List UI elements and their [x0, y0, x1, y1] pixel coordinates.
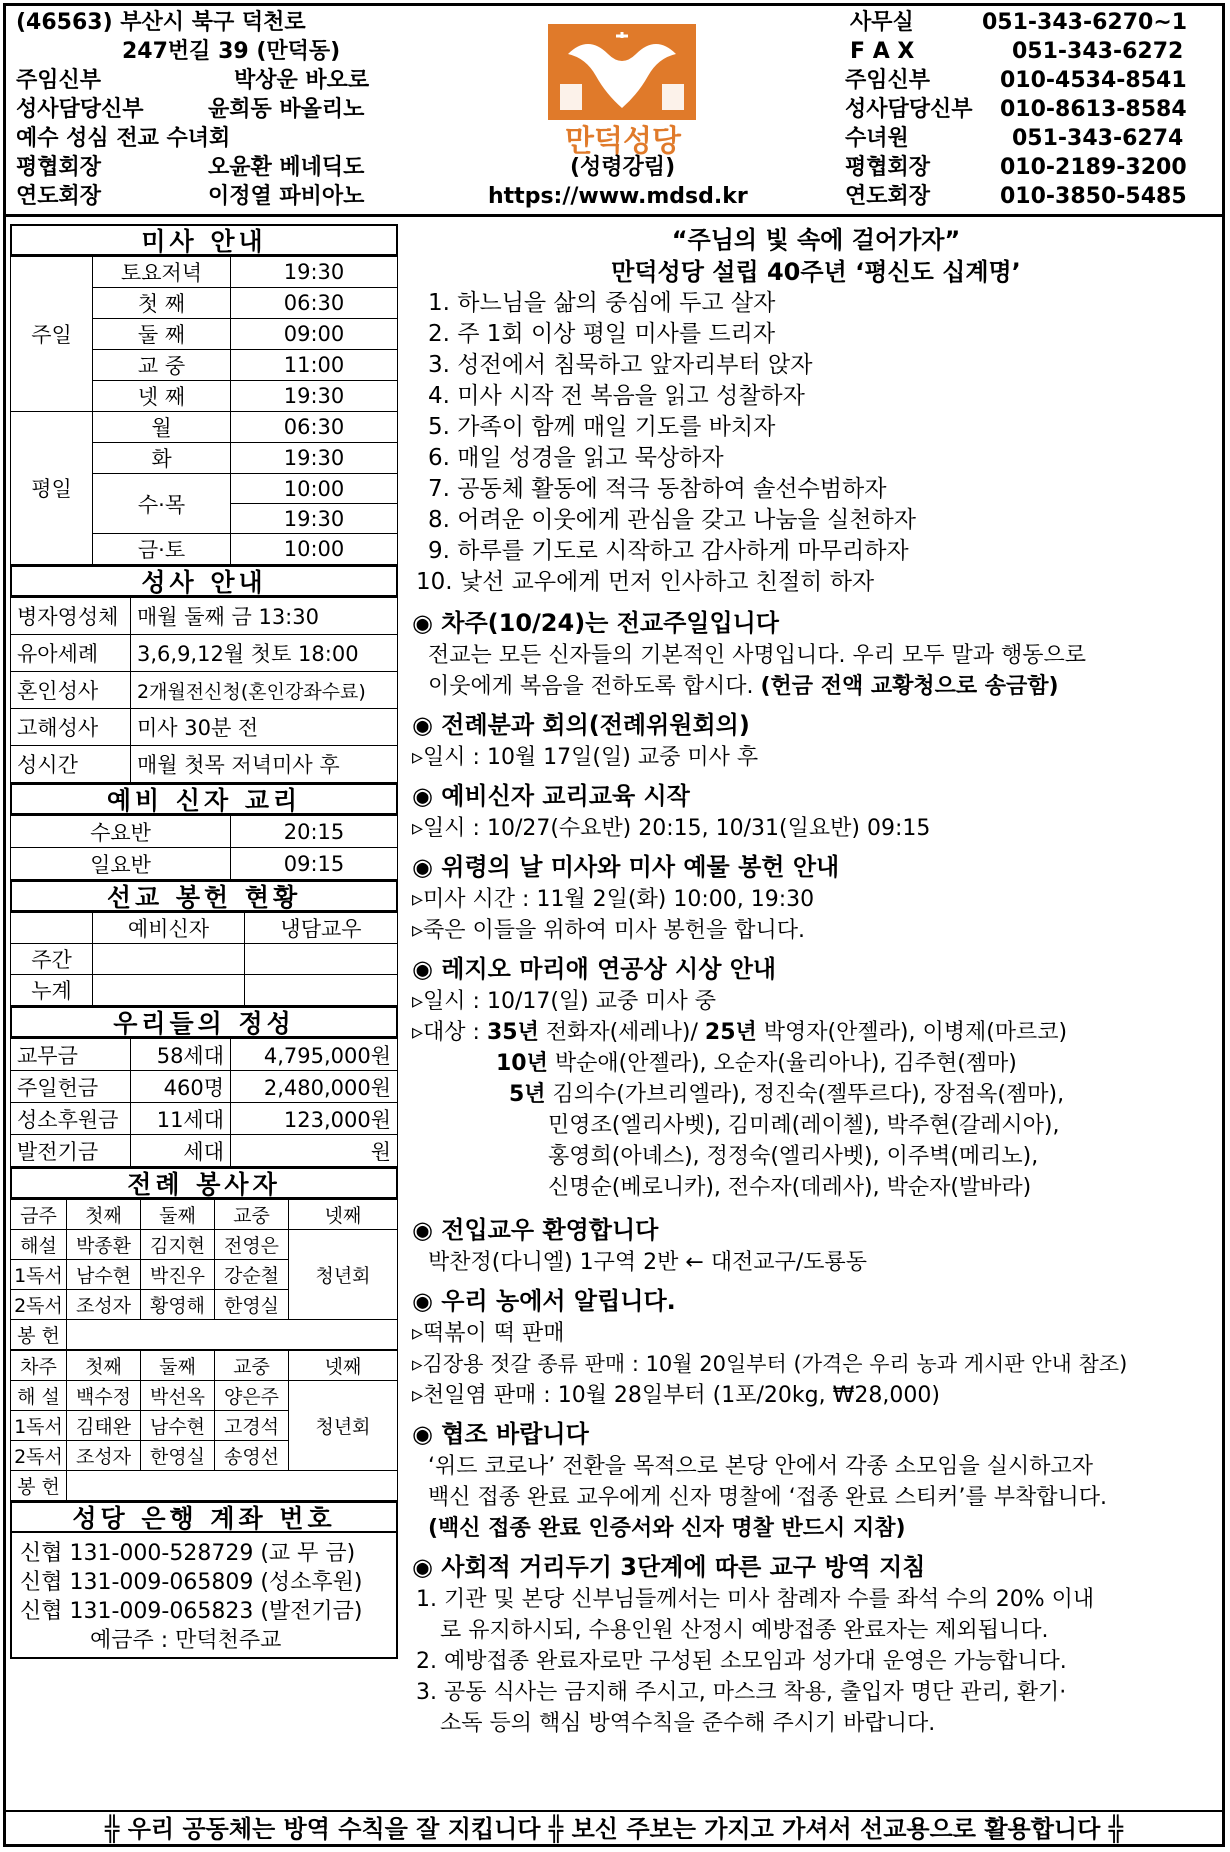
servers-head: 둘째	[141, 1200, 215, 1230]
notice-title: ◉ 사회적 거리두기 3단계에 따른 교구 방역 지침	[412, 1553, 926, 1581]
notice-title: ◉ 위령의 날 미사와 미사 예물 봉헌 안내	[412, 853, 840, 881]
notice-line: ▹일시 : 10/27(수요반) 20:15, 10/31(일요반) 09:15	[412, 816, 931, 841]
server-name: 박진우	[141, 1260, 215, 1290]
offering-name: 성소후원금	[11, 1103, 131, 1135]
commandment: 6. 매일 성경을 읽고 묵상하자	[428, 445, 724, 471]
server-role: 해설	[11, 1230, 67, 1260]
notice-title: ◉ 전례분과 회의(전례위원회의)	[412, 711, 750, 739]
award-years: 5년	[509, 1082, 546, 1107]
staff-role: 예수 성심 전교 수녀회	[16, 126, 231, 151]
parish-logo-icon	[548, 24, 696, 120]
server-fourth: 청년회	[289, 1230, 398, 1320]
sacrament-name: 유아세례	[11, 635, 131, 672]
left-column	[10, 224, 398, 1659]
offering-count: 58세대	[131, 1039, 231, 1071]
notice-line: 홍영희(아녜스), 정정숙(엘리사벳), 이주벽(메리노),	[548, 1144, 1039, 1169]
bank-account: 신협 131-000-528729 (교 무 금)	[20, 1541, 356, 1566]
mission-table	[10, 912, 398, 1006]
offering-title: 우리들의 정성	[10, 1006, 398, 1038]
offering-name: 교무금	[11, 1039, 131, 1071]
sacrament-name: 병자영성체	[11, 598, 131, 635]
logo-text: 만덕성당	[565, 124, 681, 159]
staff-name: 오윤환 베네딕도	[208, 155, 365, 180]
mass-time: 10:00	[231, 534, 398, 565]
notice-title: ◉ 전입교우 환영합니다	[412, 1216, 659, 1244]
contact-label: F A X	[850, 39, 915, 64]
notice-line: 소독 등의 핵심 방역수칙을 준수해 주시기 바랍니다.	[440, 1711, 936, 1736]
mass-name: 첫 째	[93, 288, 231, 319]
server-fourth: 청년회	[289, 1381, 398, 1471]
mission-title: 선교 봉헌 현황	[10, 880, 398, 912]
contact-number: 051-343-6274	[1012, 126, 1184, 151]
server-role: 1독서	[11, 1260, 67, 1290]
header-divider	[3, 214, 1225, 217]
mass-name: 수·목	[93, 474, 231, 534]
notice-emphasis: (헌금 전액 교황청으로 송금함)	[760, 674, 1059, 699]
staff-role: 연도회장	[16, 184, 102, 209]
notice-line: 민영조(엘리사벳), 김미례(레이첼), 박주현(갈레시아),	[548, 1113, 1060, 1138]
bank-account: 신협 131-009-065809 (성소후원)	[20, 1570, 363, 1595]
servers-week1-table	[10, 1199, 398, 1350]
notice-line: 박찬정(다니엘) 1구역 2반 ← 대전교구/도룡동	[428, 1250, 868, 1275]
mass-time: 19:30	[231, 443, 398, 474]
motto-line1: “주님의 빛 속에 걸어가자”	[671, 226, 961, 254]
weekday-label: 평일	[11, 412, 93, 565]
server-name: 전영은	[215, 1230, 289, 1260]
notice-title: ◉ 예비신자 교리교육 시작	[412, 782, 690, 810]
contact-label: 주임신부	[845, 68, 931, 93]
contact-number: 010-2189-3200	[1000, 155, 1187, 180]
sacraments-title: 성사 안내	[10, 565, 398, 597]
server-name: 송영선	[215, 1441, 289, 1471]
server-name: 황영해	[141, 1290, 215, 1320]
offering-count: 11세대	[131, 1103, 231, 1135]
commandment: 3. 성전에서 침묵하고 앞자리부터 앉자	[428, 352, 813, 378]
mission-col: 냉담교우	[245, 913, 398, 944]
server-role: 1독서	[11, 1411, 67, 1441]
servers-head: 첫째	[67, 1351, 141, 1381]
server-role: 해 설	[11, 1381, 67, 1411]
footer-banner: ╬ 우리 공동체는 방역 수칙을 잘 지킵니다 ╬ 보신 주보는 가지고 가셔서 선교용으로 활용합니다 ╬	[3, 1810, 1225, 1846]
staff-name: 이정열 파비아노	[208, 184, 365, 209]
servers-head: 교중	[215, 1351, 289, 1381]
bank-holder: 예금주 : 만덕천주교	[90, 1628, 282, 1653]
staff-role: 평협회장	[16, 155, 102, 180]
mass-title: 미사 안내	[10, 224, 398, 256]
parish-url[interactable]: https://www.mdsd.kr	[488, 184, 748, 209]
catechumen-table	[10, 815, 398, 880]
catechumen-title: 예비 신자 교리	[10, 783, 398, 815]
class-time: 09:15	[231, 848, 398, 880]
parish-subtitle: (성령강림)	[570, 155, 676, 180]
notice-line: 전화자(세레나)/	[538, 1020, 705, 1045]
contact-number: 051-343-6270~1	[982, 10, 1188, 35]
mission-col: 예비신자	[93, 913, 245, 944]
notice-line: ‘위드 코로나’ 전환을 목적으로 본당 안에서 각종 소모임을 실시하고자	[428, 1454, 1093, 1479]
server-name: 박종환	[67, 1230, 141, 1260]
offering-amount: 2,480,000원	[231, 1071, 398, 1103]
staff-role: 주임신부	[16, 68, 102, 93]
contact-number: 051-343-6272	[1012, 39, 1184, 64]
mass-name: 넷 째	[93, 381, 231, 412]
mass-time: 06:30	[231, 288, 398, 319]
offering-amount: 4,795,000원	[231, 1039, 398, 1071]
servers-title: 전례 봉사자	[10, 1167, 398, 1199]
notice-line: ▹대상 :	[412, 1020, 487, 1045]
servers-head: 둘째	[141, 1351, 215, 1381]
mass-table	[10, 256, 398, 565]
commandment: 8. 어려운 이웃에게 관심을 갖고 나눔을 실천하자	[428, 507, 916, 533]
notice-line: ▹일시 : 10/17(일) 교중 미사 중	[412, 989, 717, 1014]
notice-title: ◉ 우리 농에서 알립니다.	[412, 1287, 676, 1315]
server-name: 조성자	[67, 1441, 141, 1471]
servers-head: 넷째	[289, 1351, 398, 1381]
offering-amount: 123,000원	[231, 1103, 398, 1135]
commandment: 4. 미사 시작 전 복음을 읽고 성찰하자	[428, 383, 805, 409]
address-line1: (46563) 부산시 북구 덕천로	[16, 10, 306, 35]
servers-head: 교중	[215, 1200, 289, 1230]
offering-count: 세대	[131, 1135, 231, 1167]
mass-name: 둘 째	[93, 319, 231, 350]
server-name: 김지현	[141, 1230, 215, 1260]
right-column	[412, 224, 1220, 1739]
notice-line: ▹김장용 젓갈 종류 판매 : 10월 20일부터 (가격은 우리 농과 게시판 안내 참조)	[412, 1352, 1128, 1376]
servers-head: 금주	[11, 1200, 67, 1230]
server-name: 한영실	[141, 1441, 215, 1471]
mass-time: 06:30	[231, 412, 398, 443]
mass-name: 교 중	[93, 350, 231, 381]
notice-title: ◉ 협조 바랍니다	[412, 1420, 589, 1448]
contact-label: 수녀원	[845, 126, 909, 151]
server-name: 백수정	[67, 1381, 141, 1411]
server-role: 2독서	[11, 1441, 67, 1471]
server-name: 고경석	[215, 1411, 289, 1441]
sunday-label: 주일	[11, 257, 93, 412]
mass-name: 월	[93, 412, 231, 443]
notice-line: 1. 기관 및 본당 신부님들께서는 미사 참례자 수를 좌석 수의 20% 이내	[416, 1587, 1095, 1612]
mass-time: 09:00	[231, 319, 398, 350]
server-name: 김태완	[67, 1411, 141, 1441]
server-role: 봉 헌	[11, 1320, 67, 1350]
offering-name: 발전기금	[11, 1135, 131, 1167]
servers-head: 첫째	[67, 1200, 141, 1230]
notice-line: 김의수(가브리엘라), 정진숙(젤뚜르다), 장점옥(젬마),	[545, 1082, 1065, 1107]
contact-label: 평협회장	[845, 155, 931, 180]
sacrament-desc: 미사 30분 전	[131, 709, 398, 746]
award-years: 35년	[486, 1020, 539, 1045]
servers-head: 차주	[11, 1351, 67, 1381]
notice-line: ▹죽은 이들을 위하여 미사 봉헌을 합니다.	[412, 918, 806, 943]
server-name: 조성자	[67, 1290, 141, 1320]
notice-line: 로 유지하시되, 수용인원 산정시 예방접종 완료자는 제외됩니다.	[440, 1618, 1049, 1643]
sacrament-desc: 매월 첫목 저녁미사 후	[131, 746, 398, 783]
notice-line: 2. 예방접종 완료자로만 구성된 소모임과 성가대 운영은 가능합니다.	[416, 1649, 1067, 1674]
offering-count: 460명	[131, 1071, 231, 1103]
server-name: 한영실	[215, 1290, 289, 1320]
sacrament-name: 성시간	[11, 746, 131, 783]
sacrament-desc: 3,6,9,12월 첫토 18:00	[131, 635, 398, 672]
bank-box	[10, 1533, 398, 1659]
award-years: 25년	[704, 1020, 757, 1045]
server-name: 남수현	[67, 1260, 141, 1290]
mass-time: 19:30	[231, 381, 398, 412]
class-name: 수요반	[11, 816, 231, 848]
offering-amount: 원	[231, 1135, 398, 1167]
sacrament-desc: 2개월전신청(혼인강좌수료)	[131, 672, 398, 709]
bank-title: 성당 은행 계좌 번호	[10, 1501, 398, 1533]
notice-emphasis: (백신 접종 완료 인증서와 신자 명찰 반드시 지참)	[428, 1516, 906, 1541]
mass-name: 화	[93, 443, 231, 474]
contact-label: 연도회장	[845, 184, 931, 209]
notice-line: 박순애(안젤라), 오순자(율리아나), 김주현(젬마)	[547, 1051, 1017, 1076]
mission-row: 주간	[11, 944, 93, 975]
notice-line: ▹떡볶이 떡 판매	[412, 1321, 565, 1346]
sacraments-table	[10, 597, 398, 783]
contact-number: 010-8613-8584	[1000, 97, 1187, 122]
notice-line: 3. 공동 식사는 금지해 주시고, 마스크 착용, 출입자 명단 관리, 환기·	[416, 1680, 1067, 1705]
notice-line: ▹일시 : 10월 17일(일) 교중 미사 후	[412, 745, 759, 770]
motto-line2: 만덕성당 설립 40주년 ‘평신도 십계명’	[611, 258, 1021, 286]
servers-week2-table	[10, 1350, 398, 1501]
sacrament-name: 고해성사	[11, 709, 131, 746]
mass-name: 금·토	[93, 534, 231, 565]
commandment: 2. 주 1회 이상 평일 미사를 드리자	[428, 321, 776, 347]
servers-head: 넷째	[289, 1200, 398, 1230]
mission-row: 누계	[11, 975, 93, 1006]
mass-time: 11:00	[231, 350, 398, 381]
contact-number: 010-4534-8541	[1000, 68, 1187, 93]
notice-line: 이웃에게 복음을 전하도록 합시다.	[428, 674, 761, 699]
bank-account: 신협 131-009-065823 (발전기금)	[20, 1599, 363, 1624]
server-name: 강순철	[215, 1260, 289, 1290]
contact-label: 성사담당신부	[845, 97, 973, 122]
offering-table	[10, 1038, 398, 1167]
server-name: 양은주	[215, 1381, 289, 1411]
notice-line: 박영자(안젤라), 이병제(마르코)	[756, 1020, 1068, 1045]
notice-line: 전교는 모든 신자들의 기본적인 사명입니다. 우리 모두 말과 행동으로	[428, 643, 1086, 668]
staff-name: 윤희동 바올리노	[208, 97, 365, 122]
notice-line: ▹천일염 판매 : 10월 28일부터 (1포/20kg, ₩28,000)	[412, 1383, 940, 1408]
mass-name: 토요저녁	[93, 257, 231, 288]
class-name: 일요반	[11, 848, 231, 880]
award-years: 10년	[496, 1051, 548, 1076]
notice-title: ◉ 차주(10/24)는 전교주일입니다	[412, 609, 779, 637]
server-name: 남수현	[141, 1411, 215, 1441]
contact-label: 사무실	[850, 10, 914, 35]
mass-time: 19:30	[231, 257, 398, 288]
offering-name: 주일헌금	[11, 1071, 131, 1103]
commandment: 9. 하루를 기도로 시작하고 감사하게 마무리하자	[428, 538, 909, 564]
mass-time: 10:00	[231, 474, 398, 504]
commandment: 5. 가족이 함께 매일 기도를 바치자	[428, 414, 776, 440]
server-role: 2독서	[11, 1290, 67, 1320]
notice-line: ▹미사 시간 : 11월 2일(화) 10:00, 19:30	[412, 887, 815, 912]
staff-name: 박상운 바오로	[234, 68, 370, 93]
server-role: 봉 헌	[11, 1471, 67, 1501]
commandment: 10. 낯선 교우에게 먼저 인사하고 친절히 하자	[416, 569, 875, 595]
notice-line: 백신 접종 완료 교우에게 신자 명찰에 ‘접종 완료 스티커’를 부착합니다.	[428, 1485, 1107, 1510]
class-time: 20:15	[231, 816, 398, 848]
notice-title: ◉ 레지오 마리애 연공상 시상 안내	[412, 955, 777, 983]
notice-line: 신명순(베로니카), 전수자(데레사), 박순자(발바라)	[548, 1175, 1032, 1200]
commandment: 1. 하느님을 삶의 중심에 두고 살자	[428, 290, 776, 316]
address-line2: 247번길 39 (만덕동)	[122, 39, 341, 64]
mass-time: 19:30	[231, 504, 398, 534]
contact-number: 010-3850-5485	[1000, 184, 1187, 209]
staff-role: 성사담당신부	[16, 97, 144, 122]
commandment: 7. 공동체 활동에 적극 동참하여 솔선수범하자	[428, 476, 887, 502]
sacrament-desc: 매월 둘째 금 13:30	[131, 598, 398, 635]
server-name: 박선옥	[141, 1381, 215, 1411]
sacrament-name: 혼인성사	[11, 672, 131, 709]
